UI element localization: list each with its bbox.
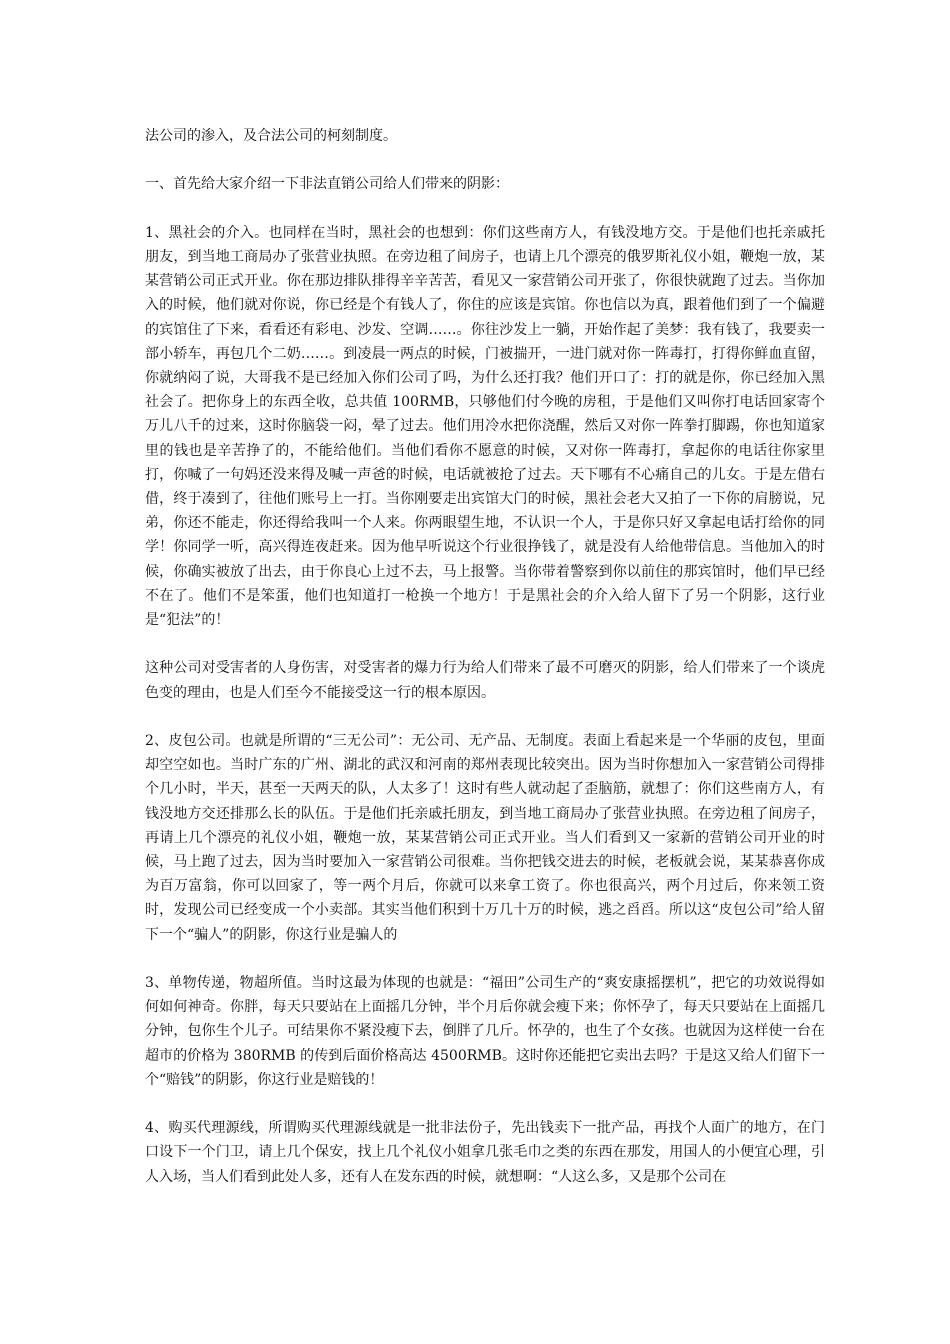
paragraph-section-heading: 一、首先给大家介绍一下非法直销公司给人们带来的阴影：	[145, 176, 509, 193]
paragraph-spacer	[145, 705, 825, 729]
paragraph-spacer	[145, 632, 825, 656]
paragraph-item-2-shell-companies: 2、皮包公司。也就是所谓的“三无公司”：无公司、无产品、无制度。表面上看起来是一个华丽的皮包，里面却空空如也。当时广东的广州、湖北的武汉和河南的郑州表现比较突出。因为当时你想加入一家营销公司得排个几小时，半天，甚至一天两天的队，人太多了！这时有些人就动起了歪脑筋，就想了：你们这些南方人，有钱没地方交还排那么长的队伍。于是他们托亲戚托朋友，到当地工商局办了张营业执照。在旁边租了间房子，再请上几个漂亮的礼仪小姐，鞭炮一放，某某营销公司正式开业。当人们看到又一家新的营销公司开业的时候，马上跑了过去，因为当时要加入一家营销公司很难。当你把钱交进去的时候，老板就会说，某某恭喜你成为百万富翁，你可以回家了，等一两个月后，你就可以来拿工资了。你也很高兴，两个月过后，你来领工资时，发现公司已经变成一个小卖部。其实当他们积到十万几十万的时候，逃之舀舀。所以这“皮包公司”给人留下一个“骗人”的阴影，你这行业是骗人的	[145, 733, 825, 943]
paragraph-spacer	[145, 1092, 825, 1116]
paragraph-spacer	[145, 148, 825, 172]
paragraph-item-4-agency-lines: 4、购买代理源线，所谓购买代理源线就是一批非法份子，先出钱卖下一批产品，再找个人面广的地方，在门口设下一个门卫，请上几个保安，找上几个礼仪小姐拿几张毛巾之类的东西在那发，用国人的小便宜心理，引人入场，当人们看到此处人多，还有人在发东西的时候，就想啊：“人这么多，又是那个公司在	[145, 1120, 825, 1185]
document-page	[145, 124, 825, 1189]
paragraph-item-1-gangs: 1、黑社会的介入。也同样在当时，黑社会的也想到：你们这些南方人，有钱没地方交。于是他们也托亲戚托朋友，到当地工商局办了张营业执照。在旁边租了间房子，也请上几个漂亮的俄罗斯礼仪小姐，鞭炮一放，某某营销公司正式开业。你在那边排队排得辛辛苦苦，看见又一家营销公司开张了，你很快就跑了过去。当你加入的时候，他们就对你说，你已经是个有钱人了，你住的应该是宾馆。你也信以为真，跟着他们到了一个偏避的宾馆住了下来，看看还有彩电、沙发、空调……。你往沙发上一躺，开始作起了美梦：我有钱了，我要卖一部小轿车，再包几个二奶……。到凌晨一两点的时候，门被揣开，一进门就对你一阵毒打，打得你鲜血直留，你就纳闷了说，大哥我不是已经加入你们公司了吗，为什么还打我？他们开口了：打的就是你，你已经加入黑社会了。把你身上的东西全收，总共值 100RMB，只够他们付今晚的房租，于是他们又叫你打电话回家寄个万儿八千的过来，这时你脑袋一闷，晕了过去。他们用冷水把你浇醒，然后又对你一阵拳打脚踢，你也知道家里的钱也是辛苦挣了的，不能给他们。当他们看你不愿意的时候，又对你一阵毒打，拿起你的电话往你家里打，你喊了一句妈还没来得及喊一声爸的时候，电话就被抢了过去。天下哪有不心痛自己的儿女。于是左借右借，终于凑到了，往他们账号上一打。当你刚要走出宾馆大门的时候，黑社会老大又拍了一下你的肩膀说，兄弟，你还不能走，你还得给我叫一个人来。你两眼望生地，不认识一个人，于是你只好又拿起电话打给你的同学！你同学一听，高兴得连夜赶来。因为他早听说这个行业很挣钱了，就是没有人给他带信息。当他加入的时候，你确实被放了出去，由于你良心上过不去，马上报警。当你带着警察到你以前住的那宾馆时，他们早已经不在了。他们不是笨蛋，他们也知道打一枪换一个地方！于是黑社会的介入给人留下了另一个阴影，这行业是“犯法”的！	[145, 224, 825, 629]
paragraph-spacer	[145, 197, 825, 221]
paragraph-impact-summary: 这种公司对受害者的人身伤害，对受害者的爆力行为给人们带来了最不可磨灭的阴影，给人们带来了一个谈虎色变的理由，也是人们至今不能接受这一行的根本原因。	[145, 660, 825, 701]
paragraph-spacer	[145, 947, 825, 971]
paragraph-item-3-single-product: 3、单物传递，物超所值。当时这最为体现的也就是：“福田”公司生产的“爽安康摇摆机”，把它的功效说得如何如何神奇。你胖，每天只要站在上面摇几分钟，半个月后你就会瘦下来；你怀孕了，每天只要站在上面摇几分钟，包你生个儿子。可结果你不紧没瘦下去，倒胖了几斤。怀孕的，也生了个女孩。也就因为这样使一台在超市的价格为 380RMB 的传到后面价格高达 4500RMB。这时你还能把它卖出去吗？于是这又给人们留下一个“赔钱”的阴影，你这行业是赔钱的！	[145, 975, 825, 1088]
paragraph-intro-fragment: 法公司的渗入，及合法公司的柯刻制度。	[145, 128, 397, 144]
